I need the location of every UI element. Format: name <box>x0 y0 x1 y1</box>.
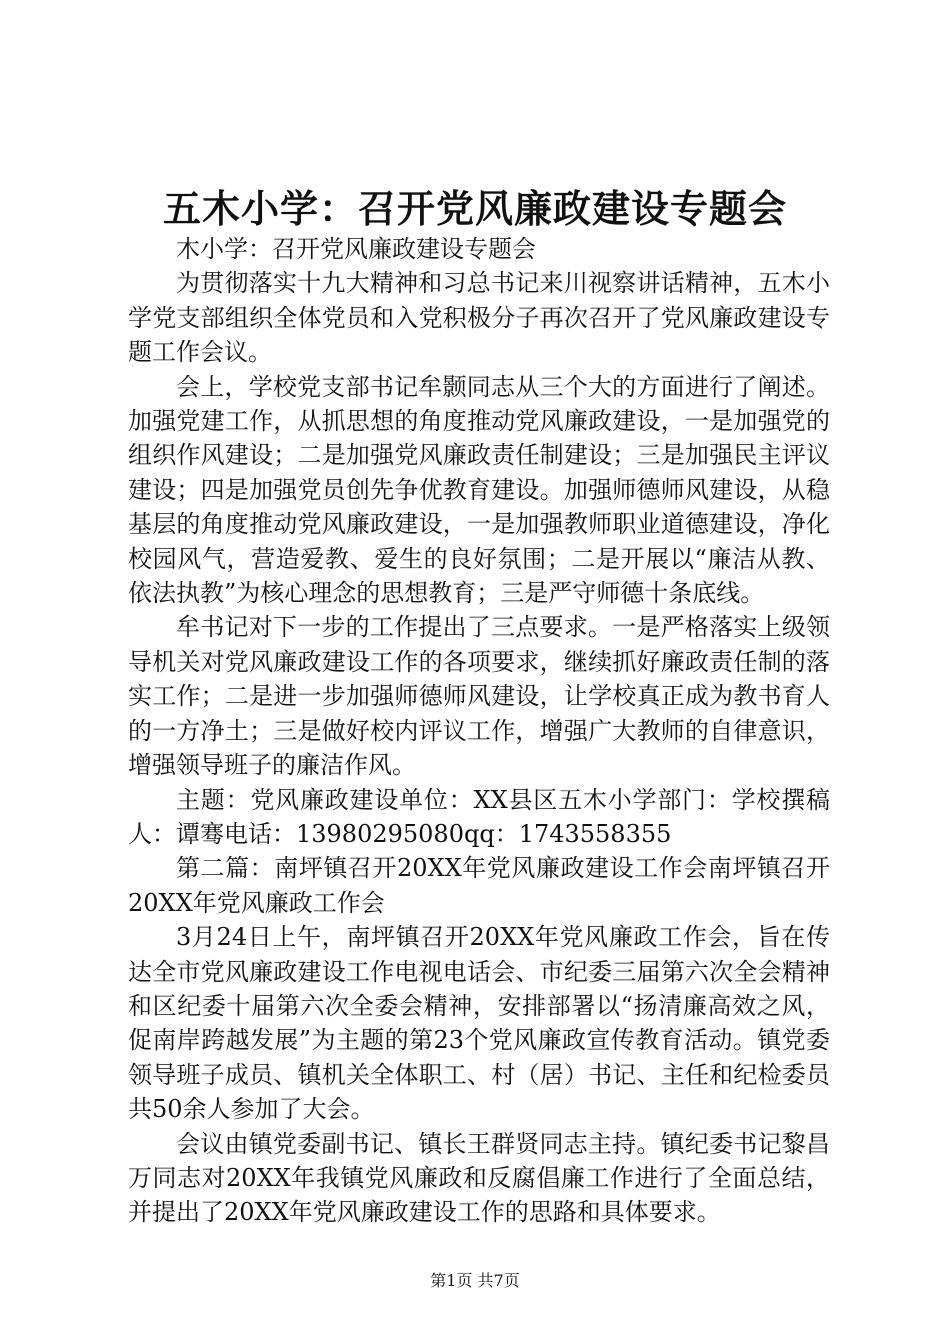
page-number-footer: 第1页 共7页 <box>430 1271 520 1290</box>
paragraph: 牟书记对下一步的工作提出了三点要求。一是严格落实上级领导机关对党风廉政建设工作的各项要求，继续抓好廉政责任制的落实工作；二是进一步加强师德师风建设，让学校真正成为教书育人的一方净土；三是做好校内评议工作，增强广大教师的自律意识，增强领导班子的廉洁作风。 <box>128 613 830 780</box>
document-body <box>128 232 830 1230</box>
paragraph: 主题：党风廉政建设单位：XX县区五木小学部门：学校撰稿人：谭骞电话：13980295080qq：1743558355 <box>128 785 830 848</box>
document-title: 五木小学：召开党风廉政建设专题会 <box>162 186 787 231</box>
paragraph: 木小学：召开党风廉政建设专题会 <box>176 235 536 263</box>
paragraph: 会议由镇党委副书记、镇长王群贤同志主持。镇纪委书记黎昌万同志对20XX年我镇党风廉政和反腐倡廉工作进行了全面总结，并提出了20XX年党风廉政建设工作的思路和具体要求。 <box>128 1129 830 1227</box>
paragraph: 为贯彻落实十九大精神和习总书记来川视察讲话精神，五木小学党支部组织全体党员和入党积极分子再次召开了党风廉政建设专题工作会议。 <box>128 269 830 367</box>
paragraph: 3月24日上午，南坪镇召开20XX年党风廉政工作会，旨在传达全市党风廉政建设工作电视电话会、市纪委三届第六次全会精神和区纪委十届第六次全委会精神，安排部署以“扬清廉高效之风，促南岸跨越发展”为主题的第23个党风廉政宣传教育活动。镇党委领导班子成员、镇机关全体职工、村（居）书记、主任和纪检委员共50余人参加了大会。 <box>128 923 830 1124</box>
paragraph: 会上，学校党支部书记牟颢同志从三个大的方面进行了阐述。加强党建工作，从抓思想的角度推动党风廉政建设，一是加强党的组织作风建设；二是加强党风廉政责任制建设；三是加强民主评议建设；四是加强党员创先争优教育建设。加强师德师风建设，从稳基层的角度推动党风廉政建设，一是加强教师职业道德建设，净化校园风气，营造爱教、爱生的良好氛围；二是开展以“廉洁从教、依法执教”为核心理念的思想教育；三是严守师德十条底线。 <box>128 372 830 608</box>
paragraph: 第二篇：南坪镇召开20XX年党风廉政建设工作会南坪镇召开20XX年党风廉政工作会 <box>128 854 830 917</box>
